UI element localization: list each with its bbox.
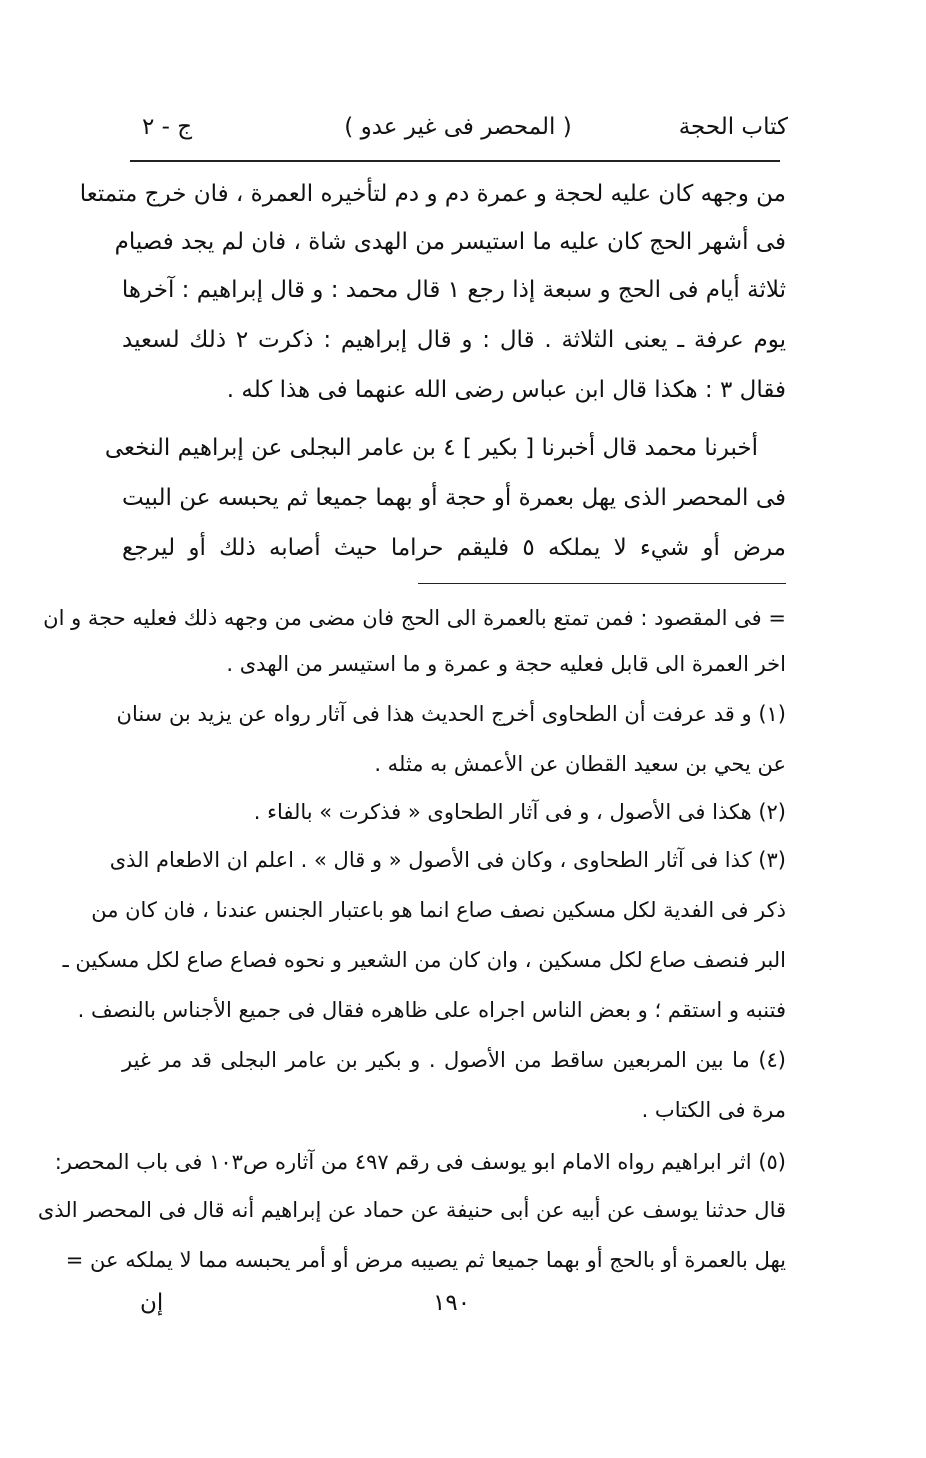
page-number: ١٩٠	[433, 1290, 471, 1316]
footnote-line: = فى المقصود : فمن تمتع بالعمرة الى الحج فان مضى من وجهه ذلك فعليه حجة و ان	[43, 606, 786, 630]
footnote-line: قال حدثنا يوسف عن أبيه عن أبى حنيفة عن حماد عن إبراهيم أنه قال فى المحصر الذى	[37, 1198, 786, 1222]
header-rule	[130, 160, 780, 162]
footnote-line: اخر العمرة الى قابل فعليه حجة و عمرة و ما استيسر من الهدى .	[226, 652, 786, 676]
footnote-line: (٣) كذا فى آثار الطحاوى ، وكان فى الأصول « و قال » . اعلم ان الاطعام الذى	[109, 848, 786, 872]
footnote-line: عن يحي بن سعيد القطان عن الأعمش به مثله .	[374, 752, 786, 776]
footnote-line: البر فنصف صاع لكل مسكين ، وان كان من الشعير و نحوه فصاع صاع لكل مسكين ـ	[62, 948, 786, 972]
footnote-separator	[418, 583, 786, 584]
running-header	[128, 108, 788, 152]
catchword: إن	[140, 1290, 164, 1316]
book-title: كتاب الحجة	[678, 114, 788, 140]
footnote-line: (٥) اثر ابراهيم رواه الامام ابو يوسف فى رقم ٤٩٧ من آثاره ص١٠٣ فى باب المحصر:	[54, 1150, 786, 1174]
text-line: يوم عرفة ـ يعنى الثلاثة . قال : و قال إبراهيم : ذكرت ٢ ذلك لسعيد	[122, 327, 787, 353]
text-line: فى أشهر الحج كان عليه ما استيسر من الهدى شاة ، فان لم يجد فصيام	[114, 229, 786, 255]
text-line: من وجهه كان عليه لحجة و عمرة دم و دم لتأخيره العمرة ، فان خرج متمتعا	[79, 181, 786, 207]
footnote-line: مرة فى الكتاب .	[641, 1098, 786, 1122]
volume-label: ج - ٢	[142, 114, 193, 140]
footnote-line: (٢) هكذا فى الأصول ، و فى آثار الطحاوى « فذكرت » بالفاء .	[253, 800, 786, 824]
text-line: مرض أو شيء لا يملكه ٥ فليقم حراما حيث أصابه ذلك أو ليرجع	[122, 535, 786, 561]
paragraph-start-line: أخبرنا محمد قال أخبرنا [ بكير ] ٤ بن عامر البجلى عن إبراهيم النخعى	[104, 435, 758, 461]
footnote-line: (١) و قد عرفت أن الطحاوى أخرج الحديث هذا فى آثار رواه عن يزيد بن سنان	[116, 702, 786, 726]
footnote-line: فتنبه و استقم ؛ و بعض الناس اجراه على ظاهره فقال فى جميع الأجناس بالنصف .	[77, 998, 786, 1022]
footnote-line: يهل بالعمرة أو بالحج أو بهما جميعا ثم يصيبه مرض أو أمر يحبسه مما لا يملكه عن =	[65, 1248, 786, 1272]
text-line: فى المحصر الذى يهل بعمرة أو حجة أو بهما جميعا ثم يحبسه عن البيت	[122, 485, 786, 511]
chapter-title: ( المحصر فى غير عدو )	[344, 114, 572, 140]
footnote-line: ذكر فى الفدية لكل مسكين نصف صاع انما هو باعتبار الجنس عندنا ، فان كان من	[91, 898, 786, 922]
footnote-line: (٤) ما بين المربعين ساقط من الأصول . و بكير بن عامر البجلى قد مر غير	[122, 1048, 786, 1072]
text-line: فقال ٣ : هكذا قال ابن عباس رضى الله عنهما فى هذا كله .	[226, 377, 786, 403]
text-line: ثلاثة أيام فى الحج و سبعة إذا رجع ١ قال محمد : و قال إبراهيم : آخرها	[121, 277, 786, 303]
